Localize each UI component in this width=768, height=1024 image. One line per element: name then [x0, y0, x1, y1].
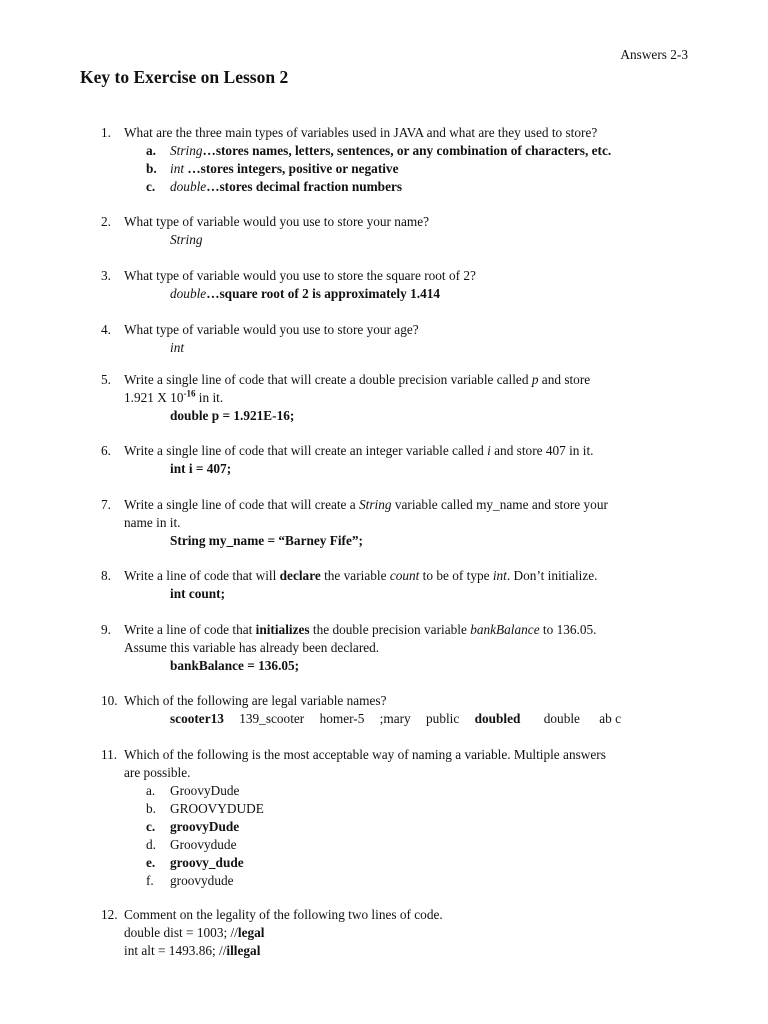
question-number: 2. [101, 214, 111, 229]
question-number: 10. [101, 693, 118, 708]
option-name: groovyDude [170, 819, 240, 834]
question-text: Which of the following are legal variable names? [124, 693, 387, 708]
type-name: String [170, 143, 203, 158]
answer: String my_name = “Barney Fife”; [170, 533, 363, 548]
question-text: in it. [195, 390, 224, 405]
variable-name: p [531, 372, 539, 387]
code-text: double dist = 1003; // [124, 925, 238, 940]
question-text: to 136.05. [539, 622, 597, 637]
question-number: 1. [101, 125, 111, 140]
question-text: Write a single line of code that will create a double precision variable called [124, 372, 532, 387]
answer-type: double [170, 286, 207, 301]
option-name: Groovydude [170, 837, 237, 852]
option-name: groovy_dude [170, 855, 244, 870]
question-6 [101, 442, 691, 478]
question-text: and store [538, 372, 591, 387]
keyword: initializes [255, 622, 310, 637]
verdict: legal [237, 925, 265, 940]
answer-item [101, 142, 691, 160]
item-letter: c. [146, 179, 156, 194]
answer: double p = 1.921E-16; [170, 408, 295, 423]
question-5 [101, 371, 691, 425]
exponent: -16 [183, 388, 196, 399]
question-text: are possible. [124, 765, 191, 780]
answer: String [170, 232, 203, 247]
item-letter: b. [146, 161, 157, 176]
question-text: Which of the following is the most acceptable way of naming a variable. Multiple answers [124, 747, 606, 762]
option [101, 782, 691, 800]
variable-name: i [487, 443, 491, 458]
question-2 [101, 213, 691, 249]
variable-name-option: ab c [599, 711, 622, 726]
page-label: Answers 2-3 [620, 47, 688, 62]
question-text: and store 407 in it. [490, 443, 594, 458]
code-text: int alt = 1493.86; // [124, 943, 227, 958]
question-text: What type of variable would you use to store your age? [124, 322, 419, 337]
question-1 [101, 124, 691, 196]
code-line [101, 924, 691, 942]
option [101, 836, 691, 854]
type-name: int [170, 161, 185, 176]
question-text: Comment on the legality of the following two lines of code. [124, 907, 443, 922]
question-text: What type of variable would you use to store your name? [124, 214, 429, 229]
answer-item [101, 178, 691, 196]
item-letter: a. [146, 143, 156, 158]
variable-name: bankBalance [470, 622, 540, 637]
question-text: name in it. [124, 515, 181, 530]
question-text: What type of variable would you use to store the square root of 2? [124, 268, 476, 283]
question-8 [101, 567, 691, 603]
question-number: 4. [101, 322, 111, 337]
option-letter: b. [146, 801, 156, 816]
question-12 [101, 906, 691, 960]
question-number: 9. [101, 622, 111, 637]
type-description: …stores decimal fraction numbers [206, 179, 403, 194]
option-letter: e. [146, 855, 156, 870]
answer-text: …square root of 2 is approximately 1.414 [206, 286, 441, 301]
variable-name-legal: scooter13 [170, 711, 224, 726]
question-number: 7. [101, 497, 111, 512]
option-letter: a. [146, 783, 156, 798]
type-description: …stores names, letters, sentences, or any combination of characters, etc. [202, 143, 612, 158]
variable-name-option: ;mary [379, 711, 411, 726]
answer-item [101, 160, 691, 178]
code-line [101, 942, 691, 960]
question-text: Write a line of code that will [124, 568, 280, 583]
question-text: Write a line of code that [124, 622, 256, 637]
question-number: 6. [101, 443, 111, 458]
question-number: 8. [101, 568, 111, 583]
answer: int i = 407; [170, 461, 232, 476]
option-letter: c. [146, 819, 156, 834]
option-name: GroovyDude [170, 783, 240, 798]
verdict: illegal [226, 943, 261, 958]
option-name: groovydude [170, 873, 234, 888]
question-text: 1.921 X 10 [124, 390, 184, 405]
question-text: What are the three main types of variables used in JAVA and what are they used to store? [124, 125, 598, 140]
type-description: …stores integers, positive or negative [184, 161, 399, 176]
question-text: to be of type [419, 568, 493, 583]
option-correct [101, 854, 691, 872]
answer: bankBalance = 136.05; [170, 658, 300, 673]
option [101, 872, 691, 890]
option-correct [101, 818, 691, 836]
page-title: Key to Exercise on Lesson 2 [80, 67, 289, 87]
question-10 [101, 692, 691, 728]
question-text: the double precision variable [309, 622, 471, 637]
question-7 [101, 496, 691, 550]
question-3 [101, 267, 691, 303]
option-name: GROOVYDUDE [170, 801, 264, 816]
variable-name: String [359, 497, 392, 512]
answer: int [170, 340, 185, 355]
type-name: double [170, 179, 207, 194]
question-text: variable called my_name and store your [391, 497, 608, 512]
option [101, 800, 691, 818]
variable-name-option: public [426, 711, 460, 726]
question-11 [101, 746, 691, 890]
keyword: declare [279, 568, 321, 583]
question-number: 5. [101, 372, 111, 387]
question-4 [101, 321, 691, 357]
type-name: int [492, 568, 507, 583]
variable-name-option: homer-5 [319, 711, 365, 726]
variable-name: count [389, 568, 420, 583]
variable-name-list [101, 710, 691, 728]
question-text: Write a single line of code that will create a [124, 497, 360, 512]
question-number: 3. [101, 268, 111, 283]
question-text: Write a single line of code that will create an integer variable called [124, 443, 488, 458]
question-number: 11. [101, 747, 118, 762]
variable-name-legal: doubled [474, 711, 521, 726]
question-number: 12. [101, 907, 118, 922]
variable-name-option: 139_scooter [239, 711, 305, 726]
question-text: . Don’t initialize. [506, 568, 598, 583]
variable-name-option: double [543, 711, 580, 726]
question-text: Assume this variable has already been declared. [124, 640, 380, 655]
option-letter: f. [146, 873, 154, 888]
answer: int count; [170, 586, 226, 601]
question-9 [101, 621, 691, 675]
answer [101, 285, 691, 303]
question-text: the variable [320, 568, 390, 583]
option-letter: d. [146, 837, 156, 852]
